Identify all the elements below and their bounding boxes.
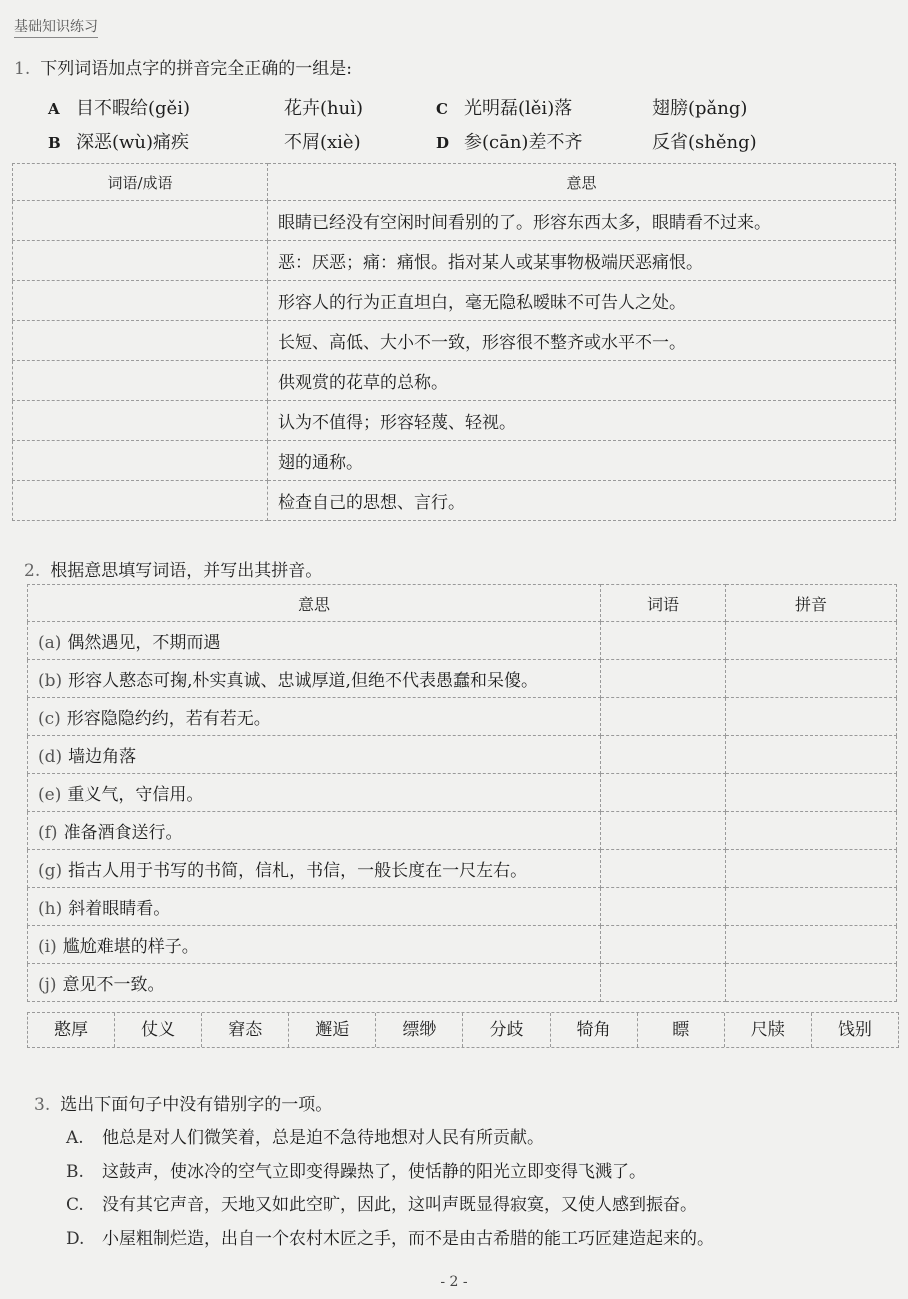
meaning-text: 斜着眼睛看。 (68, 899, 171, 919)
row-label: (f) (38, 823, 58, 843)
question-1 (14, 54, 352, 79)
table-row (28, 926, 897, 964)
word-bank-item: 缥缈 (375, 1013, 462, 1047)
answer-cell[interactable] (13, 281, 268, 321)
meaning-cell (28, 888, 601, 926)
option-letter: C. (66, 1195, 84, 1215)
word-answer-cell[interactable] (601, 622, 726, 660)
q3-option-d[interactable] (66, 1223, 714, 1257)
word-bank-item: 尺牍 (724, 1013, 811, 1047)
option-word: 深恶(wù)痛疾 (76, 132, 190, 153)
meaning-text: 意见不一致。 (62, 975, 165, 995)
row-label: (i) (38, 937, 57, 957)
table-row (13, 361, 896, 401)
word-bank-item: 邂逅 (288, 1013, 375, 1047)
pinyin-answer-cell[interactable] (726, 622, 897, 660)
word-bank-item: 分歧 (462, 1013, 549, 1047)
section-header: 基础知识练习 (14, 16, 98, 38)
question-1-stem (14, 54, 352, 79)
word-answer-cell[interactable] (601, 926, 726, 964)
q1-option-b (48, 128, 399, 154)
table-row (13, 481, 896, 521)
word-answer-cell[interactable] (601, 888, 726, 926)
word-answer-cell[interactable] (601, 964, 726, 1002)
meaning-cell: 认为不值得；形容轻蔑、轻视。 (268, 401, 896, 441)
q1-option-c (436, 94, 785, 120)
table-row (28, 812, 897, 850)
option-letter: A. (66, 1128, 84, 1148)
question-3-options (66, 1122, 714, 1256)
option-text: 小屋粗制烂造，出自一个农村木匠之手，而不是由古希腊的能工巧匠建造起来的。 (102, 1228, 714, 1249)
word-bank-item: 窘态 (201, 1013, 288, 1047)
option-letter: C (436, 100, 448, 118)
column-header: 意思 (268, 164, 896, 201)
option-letter: D (436, 134, 450, 152)
pinyin-answer-cell[interactable] (726, 964, 897, 1002)
question-2-stem (24, 556, 322, 581)
meaning-cell: 翅的通称。 (268, 441, 896, 481)
table-row (28, 888, 897, 926)
table-row (28, 774, 897, 812)
pinyin-answer-cell[interactable] (726, 660, 897, 698)
meaning-cell: 长短、高低、大小不一致，形容很不整齐或水平不一。 (268, 321, 896, 361)
meaning-text: 形容隐隐约约，若有若无。 (66, 709, 271, 729)
option-word: 反省(shěng) (652, 132, 757, 153)
q3-option-b[interactable] (66, 1156, 714, 1190)
row-label: (j) (38, 975, 57, 995)
word-answer-cell[interactable] (601, 850, 726, 888)
answer-cell[interactable] (13, 481, 268, 521)
meaning-cell (28, 660, 601, 698)
row-label: (b) (38, 671, 63, 691)
pinyin-answer-cell[interactable] (726, 888, 897, 926)
question-number: 3. (34, 1095, 51, 1115)
table-row (13, 241, 896, 281)
q1-option-a (48, 94, 401, 120)
option-letter: A (48, 100, 60, 118)
word-answer-cell[interactable] (601, 736, 726, 774)
question-3-stem (34, 1090, 332, 1115)
table-row (28, 964, 897, 1002)
q3-option-c[interactable] (66, 1189, 714, 1223)
option-text: 没有其它声音，天地又如此空旷，因此，这叫声既显得寂寞，又使人感到振奋。 (102, 1195, 697, 1215)
table-row (13, 321, 896, 361)
row-label: (a) (38, 633, 62, 653)
table-row (28, 622, 897, 660)
pinyin-answer-cell[interactable] (726, 926, 897, 964)
page-number: - 2 - (440, 1274, 468, 1290)
row-label: (e) (38, 785, 62, 805)
meaning-cell (28, 850, 601, 888)
meaning-text: 尴尬难堪的样子。 (62, 937, 199, 957)
question-text: 下列词语加点字的拼音完全正确的一组是: (40, 59, 352, 79)
q1-option-d (436, 128, 795, 154)
table-header-row (13, 164, 896, 201)
question-text: 根据意思填写词语，并写出其拼音。 (50, 561, 323, 581)
table-row (13, 201, 896, 241)
row-label: (g) (38, 861, 63, 881)
table-row (28, 850, 897, 888)
option-letter: B (48, 134, 61, 152)
word-bank-item: 仗义 (114, 1013, 201, 1047)
word-bank-item: 瞟 (637, 1013, 724, 1047)
row-label: (c) (38, 709, 61, 729)
table-row (28, 736, 897, 774)
table-header-row (28, 585, 897, 622)
option-text: 他总是对人们微笑着，总是迫不急待地想对人民有所贡献。 (102, 1128, 544, 1148)
meaning-text: 墙边角落 (68, 747, 137, 767)
question-number: 2. (24, 561, 41, 581)
pinyin-answer-cell[interactable] (726, 850, 897, 888)
vocabulary-meaning-table (12, 163, 896, 521)
meaning-cell: 眼睛已经没有空闲时间看别的了。形容东西太多，眼睛看不过来。 (268, 201, 896, 241)
column-header: 意思 (28, 585, 601, 622)
word-bank-item: 犄角 (550, 1013, 637, 1047)
option-word: 目不暇给(gěi) (76, 98, 190, 119)
pinyin-answer-cell[interactable] (726, 736, 897, 774)
word-bank (27, 1012, 899, 1048)
answer-cell[interactable] (13, 441, 268, 481)
column-header: 拼音 (726, 585, 897, 622)
q3-option-a[interactable] (66, 1122, 714, 1156)
option-text: 这鼓声，使冰冷的空气立即变得躁热了，使恬静的阳光立即变得飞溅了。 (102, 1161, 646, 1182)
row-label: (h) (38, 899, 63, 919)
table-row (13, 401, 896, 441)
fill-in-table (27, 584, 897, 1002)
word-bank-item: 憨厚 (54, 1020, 89, 1040)
word-answer-cell[interactable] (601, 660, 726, 698)
table-row (28, 698, 897, 736)
word-answer-cell[interactable] (601, 698, 726, 736)
question-text: 选出下面句子中没有错别字的一项。 (60, 1095, 333, 1115)
answer-cell[interactable] (13, 201, 268, 241)
pinyin-answer-cell[interactable] (726, 774, 897, 812)
option-word: 参(cān)差不齐 (464, 132, 583, 153)
meaning-cell (28, 622, 601, 660)
column-header: 词语 (601, 585, 726, 622)
option-letter: D. (66, 1228, 85, 1249)
row-label: (d) (38, 747, 63, 767)
word-bank-item: 饯别 (811, 1013, 898, 1047)
table-row (13, 281, 896, 321)
answer-cell[interactable] (13, 241, 268, 281)
table-row (28, 660, 897, 698)
meaning-cell (28, 812, 601, 850)
option-word: 光明磊(lěi)落 (464, 98, 573, 119)
meaning-text: 形容人憨态可掬,朴实真诚、忠诚厚道,但绝不代表愚蠢和呆傻。 (68, 671, 538, 691)
word-answer-cell[interactable] (601, 812, 726, 850)
word-answer-cell[interactable] (601, 774, 726, 812)
meaning-text: 偶然遇见，不期而遇 (67, 633, 221, 653)
option-word: 不屑(xiè) (284, 132, 361, 153)
meaning-text: 准备酒食送行。 (63, 823, 183, 843)
answer-cell[interactable] (13, 401, 268, 441)
pinyin-answer-cell[interactable] (726, 698, 897, 736)
meaning-cell (28, 964, 601, 1002)
meaning-cell (28, 736, 601, 774)
option-letter: B. (66, 1161, 84, 1182)
meaning-cell (28, 774, 601, 812)
table-row (13, 441, 896, 481)
meaning-cell (28, 926, 601, 964)
meaning-cell: 恶：厌恶；痛：痛恨。指对某人或某事物极端厌恶痛恨。 (268, 241, 896, 281)
question-number: 1. (14, 59, 31, 79)
meaning-cell: 形容人的行为正直坦白，毫无隐私暧昧不可告人之处。 (268, 281, 896, 321)
meaning-cell: 检查自己的思想、言行。 (268, 481, 896, 521)
option-word: 翅膀(pǎng) (652, 98, 748, 119)
meaning-text: 指古人用于书写的书简，信札，书信，一般长度在一尺左右。 (68, 861, 528, 881)
meaning-cell: 供观赏的花草的总称。 (268, 361, 896, 401)
option-word: 花卉(huì) (284, 98, 363, 119)
meaning-cell (28, 698, 601, 736)
meaning-text: 重义气，守信用。 (67, 785, 204, 805)
pinyin-answer-cell[interactable] (726, 812, 897, 850)
answer-cell[interactable] (13, 321, 268, 361)
column-header: 词语/成语 (13, 164, 268, 201)
answer-cell[interactable] (13, 361, 268, 401)
